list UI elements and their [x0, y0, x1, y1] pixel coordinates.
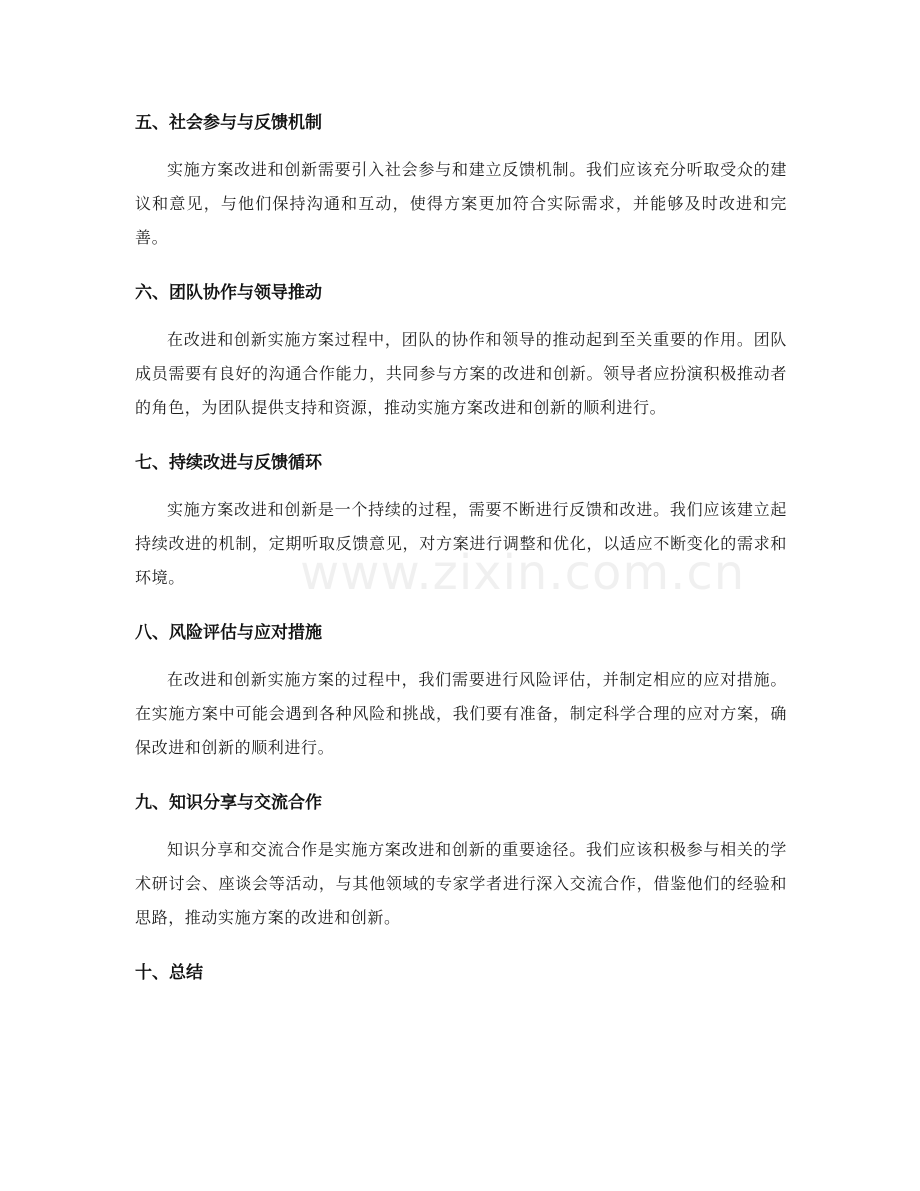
- section-paragraph: 在改进和创新实施方案过程中，团队的协作和领导的推动起到至关重要的作用。团队成员需要有良好的沟通合作能力，共同参与方案的改进和创新。领导者应扮演积极推动者的角色，为团队提供支持和资源，推动实施方案改进和创新的顺利进行。: [135, 330, 787, 417]
- section-10: [135, 956, 787, 990]
- section-paragraph: 实施方案改进和创新需要引入社会参与和建立反馈机制。我们应该充分听取受众的建议和意见，与他们保持沟通和互动，使得方案更加符合实际需求，并能够及时改进和完善。: [135, 160, 787, 247]
- section-8: [135, 616, 787, 765]
- section-heading: 八、风险评估与应对措施: [135, 623, 322, 643]
- section-heading: 九、知识分享与交流合作: [135, 793, 322, 813]
- section-7: [135, 446, 787, 595]
- watermark: www.zixin.com.cn: [300, 545, 746, 601]
- section-paragraph: 知识分享和交流合作是实施方案改进和创新的重要途径。我们应该积极参与相关的学术研讨会、座谈会等活动，与其他领域的专家学者进行深入交流合作，借鉴他们的经验和思路，推动实施方案的改进和创新。: [135, 840, 787, 927]
- section-6: [135, 276, 787, 425]
- section-5: [135, 106, 787, 255]
- section-9: [135, 786, 787, 935]
- section-heading: 十、总结: [135, 963, 203, 983]
- section-paragraph: 实施方案改进和创新是一个持续的过程，需要不断进行反馈和改进。我们应该建立起持续改进的机制，定期听取反馈意见，对方案进行调整和优化，以适应不断变化的需求和环境。: [135, 500, 787, 587]
- section-heading: 六、团队协作与领导推动: [135, 283, 322, 303]
- section-heading: 七、持续改进与反馈循环: [135, 453, 322, 473]
- section-heading: 五、社会参与与反馈机制: [135, 113, 322, 133]
- section-paragraph: 在改进和创新实施方案的过程中，我们需要进行风险评估，并制定相应的应对措施。在实施方案中可能会遇到各种风险和挑战，我们要有准备，制定科学合理的应对方案，确保改进和创新的顺利进行。: [135, 670, 787, 757]
- document-content: [135, 106, 787, 990]
